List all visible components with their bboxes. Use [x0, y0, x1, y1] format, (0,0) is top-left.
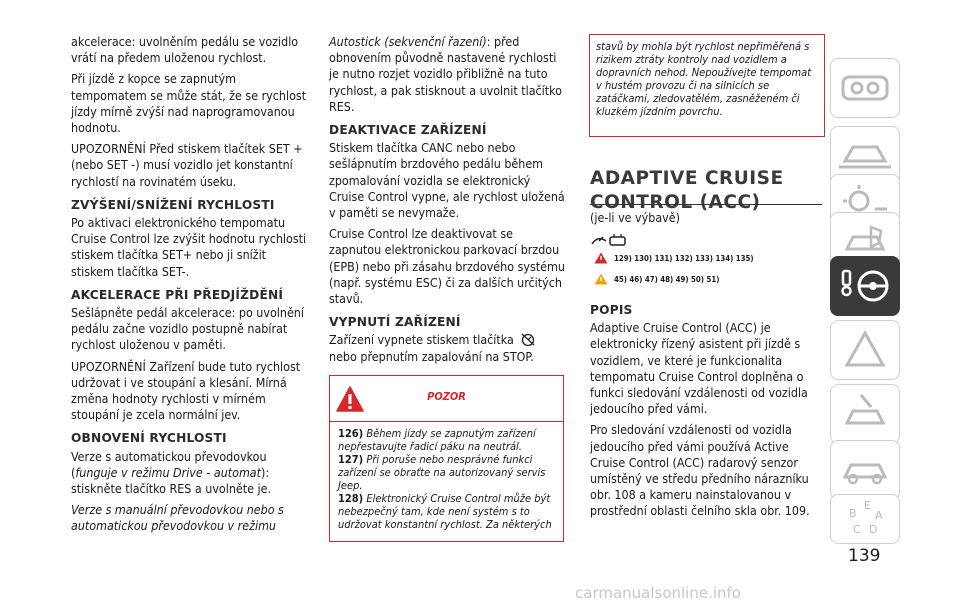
- paragraph: Adaptive Cruise Control (ACC) je elektronicky řízený asistent při jízdě s vozidlem, ve které je funkcionalita tempomatu Cruise Control doplněna o funkci sledování vzdálenosti od vozidla jedoucího před vámi.: [590, 320, 808, 417]
- car-dashboard-icon: [831, 59, 899, 117]
- title-line: CONTROL (ACC): [590, 192, 761, 213]
- paragraph: Sešlápněte pedál akcelerace: po uvolnění pedálu začne vozidlo postupně nabírat rychlost uloženou v paměti.: [71, 305, 304, 353]
- svg-text:A: A: [875, 509, 883, 522]
- page-number: 139: [848, 546, 881, 566]
- paragraph: Při jízdě z kopce se zapnutým tempomatem se může stát, že se rychlost jízdy mírně zvýší nad naprogramovanou hodnotu.: [71, 71, 307, 136]
- column-3-body: [590, 295, 822, 525]
- paragraph: [71, 449, 307, 498]
- watermark: carmanualsonline.info: [575, 584, 741, 602]
- text: ): stiskněte tlačítko RES a uvolněte je.: [71, 464, 272, 497]
- note-text: Při poruše nebo nesprávné funkci zařízení se obraťte na autorizovaný servis Jeep.: [338, 453, 546, 492]
- note-text: Elektronický Cruise Control může být nebezpečný tam, kde není systém s to udržovat konstantní rychlost. Za některých: [338, 492, 552, 531]
- chapter-tab-index[interactable]: [830, 494, 900, 544]
- title-rule: [590, 204, 822, 205]
- warning-triangle-icon: [831, 321, 899, 379]
- svg-text:E: E: [864, 499, 871, 512]
- steering-wheel-key-icon: [831, 257, 899, 315]
- column-1: [71, 34, 307, 540]
- warning-body: stavů by mohla být rychlost nepřiměřená s rizikem ztráty kontroly nad vozidlem a dopravních nehod. Nepoužívejte tempomat v hustém provozu či na silnicích se zatáčkami, zledovatělém, zasněženém či kluzkém jízdním povrchu.: [596, 40, 812, 118]
- chapter-tab-technical-data[interactable]: [830, 440, 900, 500]
- note-number: 127): [338, 453, 364, 466]
- text: Verze s automatickou převodovkou (: [71, 448, 267, 480]
- reference-numbers: 129) 130) 131) 132) 133) 134) 135): [614, 253, 754, 263]
- text-italic: Autostick (sekvenční řazení): [329, 34, 487, 49]
- paragraph: UPOZORNĚNÍ Zařízení bude tuto rychlost udržovat i ve stoupání a klesání. Mírná změna hodnoty rychlosti v mírném stoupání je zcela normální jev.: [71, 358, 301, 423]
- paragraph: akcelerace: uvolněním pedálu se vozidlo vrátí na předem uloženou rychlost.: [71, 34, 299, 66]
- svg-text:C: C: [853, 523, 861, 536]
- paragraph: Verze s manuální převodovkou nebo s automatickou převodovkou v režimu: [71, 502, 284, 534]
- alphabet-index-icon: [831, 495, 899, 543]
- chapter-tab-emergency[interactable]: [830, 320, 900, 380]
- text: Zařízení vypnete stiskem tlačítka: [329, 332, 514, 348]
- acc-cruise-icon: [590, 231, 630, 249]
- chapter-tab-starting-driving[interactable]: [830, 256, 900, 316]
- note-text: Během jízdy se zapnutým zařízení nepřestavujte řadicí páku na neutrál.: [338, 427, 536, 453]
- page-title: [590, 167, 784, 215]
- cruise-control-off-icon: [520, 332, 536, 346]
- svg-text:B: B: [849, 507, 857, 520]
- warning-body: [330, 422, 563, 536]
- title-line: ADAPTIVE CRUISE: [590, 168, 784, 189]
- section-heading: ZVÝŠENÍ/SNÍŽENÍ RYCHLOSTI: [71, 197, 275, 212]
- car-specs-icon: [831, 441, 899, 499]
- column-2: [329, 34, 565, 370]
- column-3: [590, 210, 822, 249]
- caution-triangle-icon: [594, 273, 608, 285]
- acc-symbol-row: [590, 231, 822, 249]
- section-heading: AKCELERACE PŘI PŘEDJÍŽDĚNÍ: [71, 287, 284, 302]
- paragraph: [329, 34, 565, 115]
- warning-triangle-icon: [594, 252, 608, 264]
- text-italic: funguje v režimu Drive - automat: [75, 464, 262, 480]
- section-heading: VYPNUTÍ ZAŘÍZENÍ: [329, 315, 461, 330]
- version-note: (je-li ve výbavě): [590, 210, 680, 225]
- text: : před obnovením původně nastavené rychlosti je nutno rozjet vozidlo přibližně na tuto rychlost, a pak stisknout a uvolnit tlačítko RES.: [329, 34, 562, 114]
- warning-box-continued: [589, 34, 825, 137]
- reference-numbers: 45) 46) 47) 48) 49) 50) 51): [614, 274, 720, 284]
- text: nebo přepnutím zapalování na STOP.: [329, 348, 534, 364]
- reference-row: [594, 252, 754, 264]
- svg-text:D: D: [869, 523, 878, 536]
- wrench-car-icon: [831, 385, 899, 443]
- paragraph: Po aktivaci elektronického tempomatu Cruise Control lze zvýšit hodnotu rychlosti stiskem tlačítka SET+ nebo ji snížit stiskem tlačítka SET-.: [71, 215, 307, 279]
- paragraph: UPOZORNĚNÍ Před stiskem tlačítek SET + (nebo SET -) musí vozidlo jet konstantní rychlostí na rovinatém úseku.: [71, 141, 303, 189]
- paragraph: [329, 332, 565, 364]
- note-number: 126): [338, 427, 364, 440]
- note-number: 128): [338, 492, 364, 505]
- section-heading: OBNOVENÍ RYCHLOSTI: [71, 431, 227, 446]
- section-heading: DEAKTIVACE ZAŘÍZENÍ: [329, 123, 487, 138]
- paragraph: Pro sledování vzdálenosti od vozidla jedoucího před vámi používá Active Cruise Control (ACC) radarový senzor umístěný ve středu předního nárazníku obr. 108 a kameru nainstalovanou v prostřední oblasti čelního skla obr. 109.: [590, 422, 810, 519]
- chapter-tab-dashboard[interactable]: [830, 58, 900, 118]
- paragraph: Stiskem tlačítka CANC nebo nebo sešlápnutím brzdového pedálu během zpomalování vozidla se elektronický Cruise Control vypne, ale rychlost uložená v paměti se nevymaže.: [329, 140, 565, 221]
- paragraph: Cruise Control lze deaktivovat se zapnutou elektronickou parkovací brzdou (EPB) nebo při zásahu brzdového systému (např. systému ESC) či za dalších určitých stavů.: [329, 226, 565, 307]
- warning-title: POZOR: [427, 390, 466, 403]
- section-heading: POPIS: [590, 303, 633, 317]
- chapter-tab-maintenance[interactable]: [830, 384, 900, 444]
- reference-row: [594, 273, 719, 285]
- warning-header: [330, 376, 563, 422]
- warning-box: [329, 375, 564, 542]
